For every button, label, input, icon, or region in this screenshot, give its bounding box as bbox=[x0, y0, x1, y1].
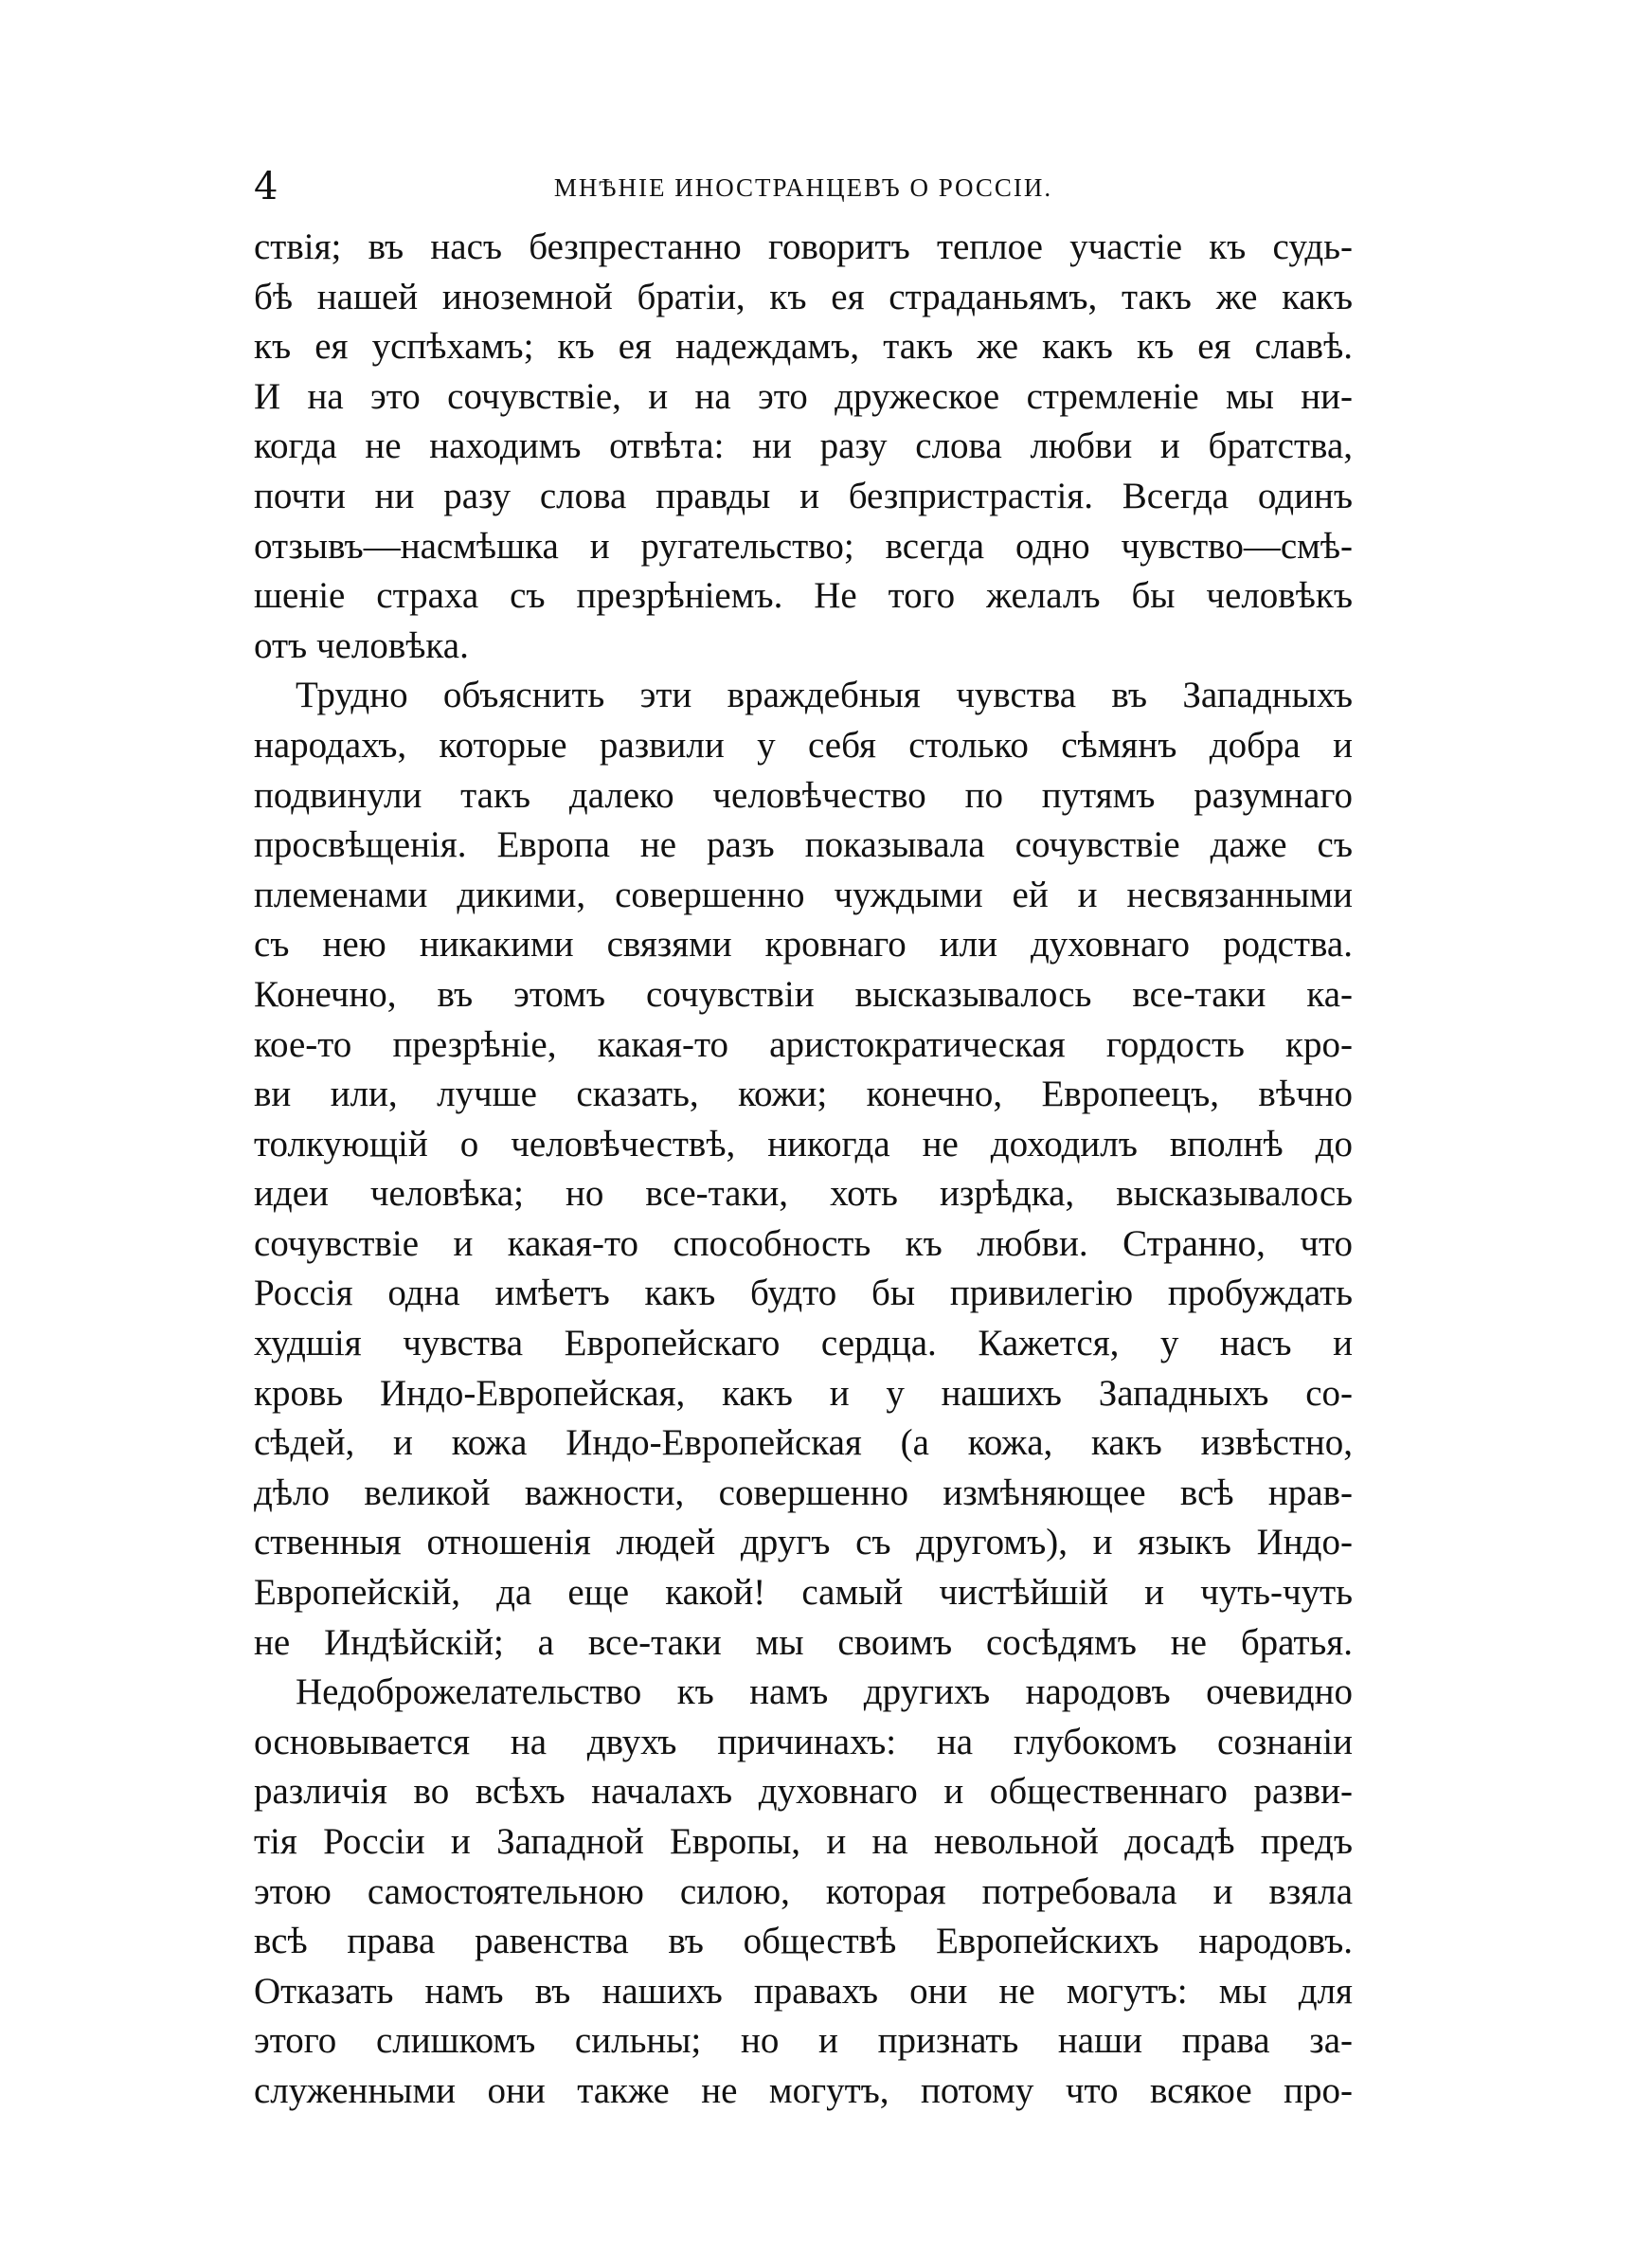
text-line: всѣ права равенства въ обществѣ Европейскихъ народовъ. bbox=[254, 1921, 1353, 1962]
text-line: ственныя отношенія людей другъ съ другомъ), и языкъ Индо- bbox=[254, 1522, 1353, 1563]
text-line: худшія чувства Европейскаго сердца. Кажется, у насъ и bbox=[254, 1323, 1353, 1364]
text-line: основывается на двухъ причинахъ: на глубокомъ сознаніи bbox=[254, 1721, 1353, 1762]
text-line: бѣ нашей иноземной братіи, къ ея страданьямъ, такъ же какъ bbox=[254, 276, 1353, 317]
running-title: МНѢНІЕ ИНОСТРАНЦЕВЪ О РОССІИ. bbox=[553, 173, 1053, 202]
text-line: сѣдей, и кожа Индо-Европейская (а кожа, какъ извѣстно, bbox=[254, 1422, 1353, 1464]
text-line: съ нею никакими связями кровнаго или духовнаго родства. bbox=[254, 924, 1353, 966]
text-line: тія Россіи и Западной Европы, и на невольной досадѣ предъ bbox=[254, 1821, 1353, 1862]
text-line: подвинули такъ далеко человѣчество по путямъ разумнаго bbox=[254, 774, 1353, 816]
text-line: ви или, лучше сказать, кожи; конечно, Европеецъ, вѣчно bbox=[254, 1074, 1353, 1115]
text-line: когда не находимъ отвѣта: ни разу слова любви и братства, bbox=[254, 425, 1353, 467]
text-line: идеи человѣка; но все-таки, хоть изрѣдка, высказывалось bbox=[254, 1173, 1353, 1215]
text-line: дѣло великой важности, совершенно измѣняющее всѣ нрав- bbox=[254, 1472, 1353, 1513]
text-line: народахъ, которые развили у себя столько сѣмянъ добра и bbox=[254, 724, 1353, 766]
text-line: ствія; въ насъ безпрестанно говоритъ теплое участіе къ судь- bbox=[254, 226, 1353, 267]
text-line: Конечно, въ этомъ сочувствіи высказывалось все-таки ка- bbox=[254, 973, 1353, 1015]
paragraph-1 bbox=[254, 223, 1353, 671]
text-line: Россія одна имѣетъ какъ будто бы привилегію пробуждать bbox=[254, 1273, 1353, 1314]
text-line: различія во всѣхъ началахъ духовнаго и общественнаго разви- bbox=[254, 1771, 1353, 1813]
text-line: этою самостоятельною силою, которая потребовала и взяла bbox=[254, 1870, 1353, 1912]
text-line: племенами дикими, совершенно чуждыми ей и несвязанными bbox=[254, 874, 1353, 915]
text-line: почти ни разу слова правды и безпристрастія. Всегда одинъ bbox=[254, 475, 1353, 516]
text-line: къ ея успѣхамъ; къ ея надеждамъ, такъ же какъ къ ея славѣ. bbox=[254, 326, 1353, 368]
text-line: этого слишкомъ сильны; но и признать наши права за- bbox=[254, 2020, 1353, 2062]
text-line: отъ человѣка. bbox=[254, 624, 469, 666]
body-text bbox=[254, 223, 1353, 2117]
text-line: кровь Индо-Европейская, какъ и у нашихъ Западныхъ со- bbox=[254, 1372, 1353, 1414]
text-line: Трудно объяснить эти враждебныя чувства въ Западныхъ bbox=[296, 675, 1353, 716]
paragraph-2 bbox=[254, 671, 1353, 1668]
text-line: отзывъ—насмѣшка и ругательство; всегда одно чувство—смѣ- bbox=[254, 525, 1353, 567]
page-number: 4 bbox=[254, 165, 278, 208]
paragraph-3 bbox=[254, 1668, 1353, 2116]
text-line: не Индѣйскій; а все-таки мы своимъ сосѣдямъ не братья. bbox=[254, 1621, 1353, 1663]
text-line: кое-то презрѣніе, какая-то аристократическая гордость кро- bbox=[254, 1023, 1353, 1065]
text-line: просвѣщенія. Европа не разъ показывала сочувствіе даже съ bbox=[254, 824, 1353, 866]
running-header bbox=[254, 163, 1353, 210]
text-line: сочувствіе и какая-то способность къ любви. Странно, что bbox=[254, 1222, 1353, 1264]
text-line: толкующій о человѣчествѣ, никогда не доходилъ вполнѣ до bbox=[254, 1123, 1353, 1165]
text-line: служенными они также не могутъ, потому что всякое про- bbox=[254, 2069, 1353, 2111]
text-line: Недоброжелательство къ намъ другихъ народовъ очевидно bbox=[296, 1671, 1353, 1713]
text-line: Отказать намъ въ нашихъ правахъ они не могутъ: мы для bbox=[254, 1970, 1353, 2012]
text-line: Европейскій, да еще какой! самый чистѣйшій и чуть-чуть bbox=[254, 1572, 1353, 1614]
text-line: И на это сочувствіе, и на это дружеское стремленіе мы ни- bbox=[254, 375, 1353, 417]
text-line: шеніе страха съ презрѣніемъ. Не того желалъ бы человѣкъ bbox=[254, 575, 1353, 617]
